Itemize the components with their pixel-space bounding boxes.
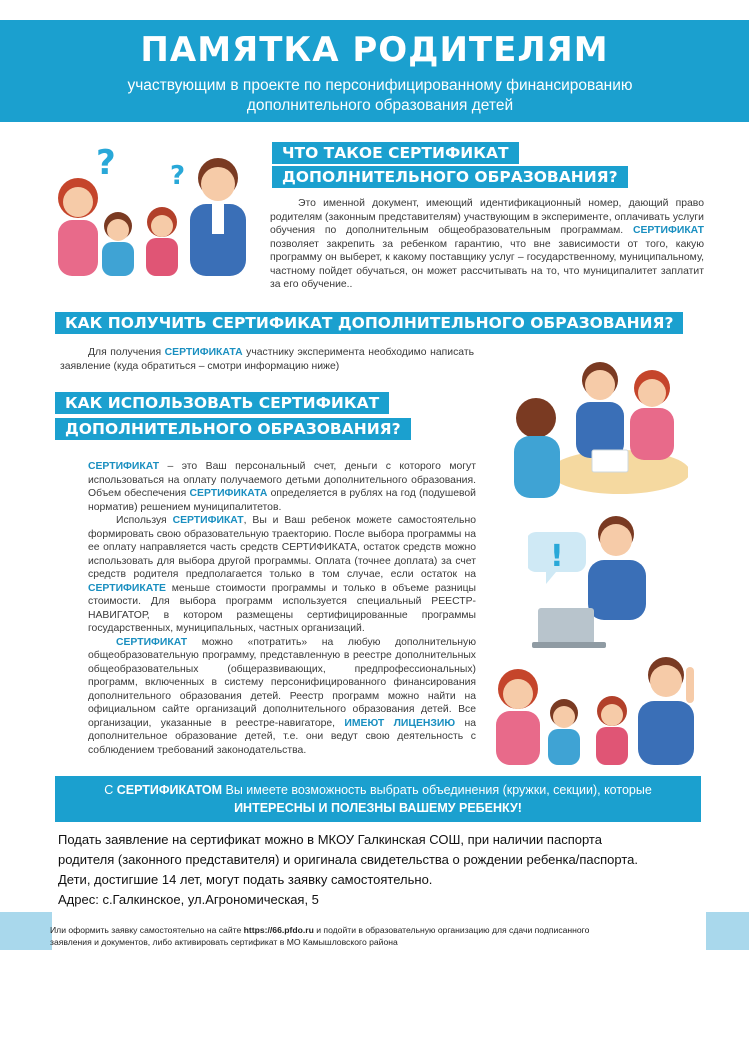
section3-p1-a: – это Ваш персональный счет, деньги с которого могут использоваться на оплату получаемого детьми дополнительного образования. Объем обеспечения xyxy=(88,461,476,499)
footnote-a: Или оформить заявку самостоятельно на сайте xyxy=(50,925,242,935)
apply-line-2: родителя (законного представителя) и оригинала свидетельства о рождении ребенка/паспорта. xyxy=(58,852,638,867)
section3-p1-highlight: СЕРТИФИКАТ xyxy=(88,461,160,472)
benefit-banner xyxy=(55,776,701,822)
left-accent-bar xyxy=(0,912,52,950)
subtitle-line-2: дополнительного образования детей xyxy=(246,97,514,114)
header-banner xyxy=(0,20,749,122)
family-with-idea-illustration xyxy=(492,655,704,765)
page-title: ПАМЯТКА РОДИТЕЛЯМ xyxy=(140,30,609,70)
section3-p2-highlight: СЕРТИФИКАТ xyxy=(172,515,244,526)
section3-p2-highlight2: СЕРТИФИКАТЕ xyxy=(88,582,166,594)
svg-text:?: ? xyxy=(170,161,186,191)
page-subtitle xyxy=(40,76,720,116)
section1-heading-line1: ЧТО ТАКОЕ СЕРТИФИКАТ xyxy=(272,142,519,164)
application-info xyxy=(58,830,708,910)
section3-p1-highlight2: СЕРТИФИКАТА xyxy=(189,488,268,499)
section1-p1: Это именной документ, имеющий идентификационный номер, дающий право родителям (законным представителям) участвующим в экспериментe, оплачивать услуги обучения по дополнительным общеобразовательным программам. xyxy=(270,198,704,236)
section3-p3-a: можно «потратить» на любую дополнительную общеобразовательную программу, представленную в реестре дополнительных общеобразовательных (общеразвивающих, предпрофессиональных) программ, включенных в систему персонифицированного финансирования дополнительного образования детей. Реестр программ можно найти на официальном сайте организаций дополнительного образования детей. Все организации, указанные в реестре-навигаторе, xyxy=(88,636,476,729)
svg-text:!: ! xyxy=(550,539,564,574)
benefit-line-2 xyxy=(55,799,701,817)
apply-line-4: Адрес: с.Галкинское, ул.Агрономическая, 5 xyxy=(58,892,319,907)
section3-p2-a: Используя xyxy=(116,515,167,526)
footnote-b: и подойти в образовательную организацию для сдачи подписанного xyxy=(316,925,590,935)
section2-highlight: СЕРТИФИКАТА xyxy=(164,347,243,358)
section3-p2-b: , Вы и Ваш ребенок можете самостоятельно формировать свою образовательную траекторию. После выбора программы на ее оплату направляется часть средств СЕРТИФИКАТА, остаток средств можно использовать для выбора другой программы. Оплата (точнее доплата) за счет средств родителя предполагается только в том случае, если остаток на xyxy=(88,515,476,580)
section3-p3-highlight: СЕРТИФИКАТ xyxy=(116,636,188,648)
section2-p-rest: участнику эксперимента необходимо написать заявление (куда обратиться – смотри информацию ниже) xyxy=(60,347,475,372)
benefit-c: ИНТЕРЕСНЫ И ПОЛЕЗНЫ ВАШЕМУ РЕБЕНКУ! xyxy=(234,801,522,815)
apply-line-1: Подать заявление на сертификат можно в МКОУ Галкинская СОШ, при наличии паспорта xyxy=(58,832,602,847)
section3-p3-highlight2: ИМЕЮТ ЛИЦЕНЗИЮ xyxy=(344,717,456,729)
section3-body xyxy=(88,460,476,757)
section2-heading: КАК ПОЛУЧИТЬ СЕРТИФИКАТ ДОПОЛНИТЕЛЬНОГО ОБРАЗОВАНИЯ? xyxy=(55,312,683,334)
apply-line-3: Дети, достигшие 14 лет, могут подать заявку самостоятельно. xyxy=(58,872,433,887)
section3-heading-line2: ДОПОЛНИТЕЛЬНОГО ОБРАЗОВАНИЯ? xyxy=(55,418,411,440)
consultation-illustration xyxy=(500,352,688,502)
benefit-highlight: СЕРТИФИКАТОМ xyxy=(116,783,223,797)
benefit-b: Вы имеете возможность выбрать объединения (кружки, секции), которые xyxy=(225,783,652,797)
footnote-c: заявления и документов, либо активировать сертификат в МО Камышловского района xyxy=(50,937,398,947)
family-with-question-marks-illustration xyxy=(50,138,260,276)
section1-p1-rest: позволяет закрепить за ребенком гарантию, что вне зависимости от того, какую программу он выберет, к какому поставщику услуг – государственному, муниципальному, частному пойдет обучаться, он может рассчитывать на то, что муниципалитет заплатит за его обучение.. xyxy=(270,238,704,290)
section1-p1-highlight: СЕРТИФИКАТ xyxy=(632,225,705,236)
benefit-line-1 xyxy=(55,781,701,799)
section3-p1-b: определяется в рублях на год (подушевой норматив) решением муниципалитетов. xyxy=(88,488,476,513)
footnote xyxy=(50,924,710,948)
section3-p3-b: на дополнительное образование детей, т.е. они ведут свою деятельность с соблюдением требований законодательства. xyxy=(88,717,476,756)
right-accent-bar xyxy=(706,912,749,950)
section1-body xyxy=(270,197,704,292)
section3-heading-line1: КАК ИСПОЛЬЗОВАТЬ СЕРТИФИКАТ xyxy=(55,392,389,414)
section2-body xyxy=(60,346,474,373)
man-at-laptop-illustration xyxy=(528,512,668,650)
benefit-a: С xyxy=(104,783,114,797)
section2-p-start: Для получения xyxy=(88,347,162,358)
pfdo-link[interactable]: https://66.pfdo.ru xyxy=(243,925,314,935)
section3-p2-c: меньше стоимости программы и только в объеме разницы стоимости. Для выбора программ используется специальный РЕЕСТР-НАВИГАТОР, в котором размещены сертифицированные программы государственных, муниципальных, частных организаций. xyxy=(88,582,476,634)
section1-heading-line2: ДОПОЛНИТЕЛЬНОГО ОБРАЗОВАНИЯ? xyxy=(272,166,628,188)
svg-text:?: ? xyxy=(96,143,116,183)
subtitle-line-1: участвующим в проекте по персонифицированному финансированию xyxy=(127,77,633,94)
